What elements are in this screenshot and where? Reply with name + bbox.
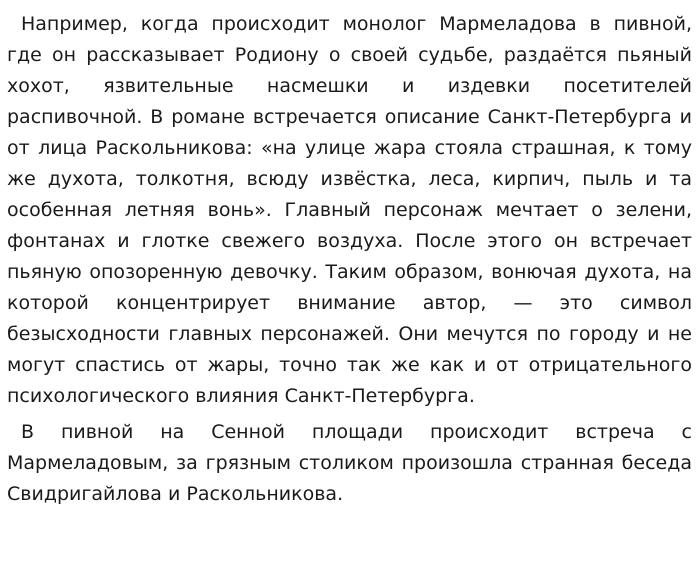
paragraph-2: В пивной на Сенной площади происходит встреча с Мармеладовым, за грязным столиком произошла странная беседа Свидригайлова и Раскольникова. xyxy=(7,421,692,505)
paragraph-1: Например, когда происходит монолог Мармеладова в пивной, где он рассказывает Родиону о своей судьбе, раздаётся пьяный хохот, язвительные насмешки и издевки посетителей распивочной. В романе встречается описание Санкт-Петербурга и от лица Раскольникова: «на улице жара стояла страшная, к тому же духота, толкотня, всюду извёстка, леса, кирпич, пыль и та особенная летняя вонь». Главный персонаж мечтает о зелени, фонтанах и глотке свежего воздуха. После этого он встречает пьяную опозоренную девочку. Таким образом, вонючая духота, на которой концентрирует внимание автор, — это символ безысходности главных персонажей. Они мечутся по городу и не могут спастись от жары, точно так же как и от отрицательного психологического влияния Санкт-Петербурга. xyxy=(7,13,692,407)
